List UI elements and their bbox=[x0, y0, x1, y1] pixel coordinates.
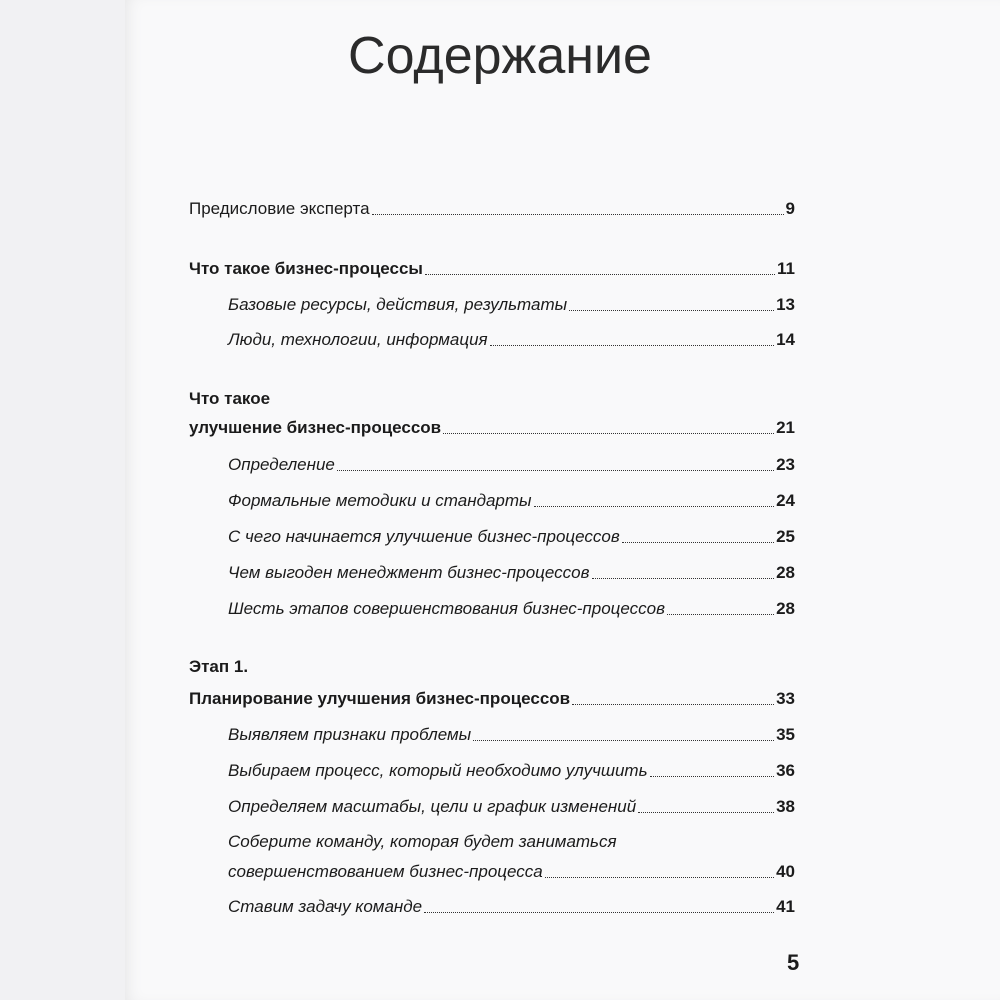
toc-entry-label: Определяем масштабы, цели и график изменений bbox=[228, 797, 637, 816]
toc-entry-label: улучшение бизнес-процессов bbox=[189, 418, 442, 437]
toc-subentry[interactable] bbox=[228, 524, 795, 550]
toc-subentry[interactable] bbox=[228, 327, 795, 353]
toc-entry-label: Люди, технологии, информация bbox=[228, 330, 488, 349]
toc-entry[interactable] bbox=[189, 196, 795, 222]
toc-subentry[interactable] bbox=[228, 560, 795, 586]
dot-leader bbox=[473, 739, 774, 741]
toc-entry-label: Соберите команду, которая будет заниматься bbox=[228, 832, 617, 851]
toc-subentry[interactable] bbox=[228, 596, 795, 622]
dot-leader bbox=[569, 309, 774, 311]
toc-entry-page: 11 bbox=[777, 259, 795, 278]
dot-leader bbox=[490, 344, 774, 346]
toc-entry-label: Формальные методики и стандарты bbox=[228, 491, 532, 510]
toc-subentry[interactable] bbox=[228, 452, 795, 478]
toc-subentry[interactable] bbox=[228, 758, 795, 784]
page-number: 5 bbox=[787, 950, 800, 975]
toc-entry-page: 28 bbox=[776, 563, 795, 582]
dot-leader bbox=[443, 432, 774, 434]
toc-subentry[interactable] bbox=[228, 488, 795, 514]
toc-entry-page: 41 bbox=[776, 897, 795, 916]
dot-leader bbox=[425, 273, 775, 275]
toc-entry-heading-line: Что такое bbox=[189, 389, 271, 408]
toc-entry-label: совершенствованием бизнес-процесса bbox=[228, 862, 543, 881]
toc-stage-heading: Этап 1. bbox=[189, 657, 249, 676]
toc-entry-label: Планирование улучшения бизнес-процессов bbox=[189, 689, 571, 708]
toc-entry-page: 21 bbox=[776, 418, 795, 437]
toc-entry-page: 9 bbox=[785, 199, 795, 218]
toc-entry-label: Предисловие эксперта bbox=[189, 199, 370, 218]
toc-subentry[interactable] bbox=[228, 794, 795, 820]
dot-leader bbox=[667, 613, 774, 615]
toc-entry-label: Выбираем процесс, который необходимо улучшить bbox=[228, 761, 648, 780]
toc-entry-page: 35 bbox=[776, 725, 795, 744]
toc-entry-page: 13 bbox=[776, 295, 795, 314]
toc-entry-page: 28 bbox=[776, 599, 795, 618]
toc-entry-label: С чего начинается улучшение бизнес-процессов bbox=[228, 527, 620, 546]
page-title: Содержание bbox=[348, 27, 652, 85]
dot-leader bbox=[545, 876, 774, 878]
toc-entry-page: 38 bbox=[776, 797, 795, 816]
dot-leader bbox=[592, 577, 775, 579]
dot-leader bbox=[572, 703, 774, 705]
dot-leader bbox=[638, 811, 774, 813]
toc-entry-label: Определение bbox=[228, 455, 335, 474]
toc-entry-label: Выявляем признаки проблемы bbox=[228, 725, 472, 744]
dot-leader bbox=[372, 213, 784, 215]
toc-subentry[interactable] bbox=[228, 859, 795, 885]
toc-entry-page: 40 bbox=[776, 862, 795, 881]
toc-subentry[interactable] bbox=[228, 292, 795, 318]
toc-entry-page: 24 bbox=[776, 491, 795, 510]
toc-entry-page: 23 bbox=[776, 455, 795, 474]
toc-entry-page: 25 bbox=[776, 527, 795, 546]
toc-entry-label: Что такое бизнес-процессы bbox=[189, 259, 423, 278]
toc-subentry[interactable] bbox=[228, 722, 795, 748]
toc-entry-label: Базовые ресурсы, действия, результаты bbox=[228, 295, 568, 314]
toc-entry-page: 33 bbox=[776, 689, 795, 708]
dot-leader bbox=[424, 911, 774, 913]
toc-entry-page: 36 bbox=[776, 761, 795, 780]
toc-subentry[interactable] bbox=[228, 894, 795, 920]
toc-entry[interactable] bbox=[189, 415, 795, 441]
toc-entry[interactable] bbox=[189, 686, 795, 712]
toc-entry-page: 14 bbox=[776, 330, 795, 349]
dot-leader bbox=[534, 505, 775, 507]
toc-entry-label: Чем выгоден менеджмент бизнес-процессов bbox=[228, 563, 590, 582]
toc-entry-label: Ставим задачу команде bbox=[228, 897, 423, 916]
dot-leader bbox=[337, 469, 774, 471]
toc-entry[interactable] bbox=[189, 256, 795, 282]
toc-entry-label: Шесть этапов совершенствования бизнес-процессов bbox=[228, 599, 665, 618]
toc-subentry-line[interactable] bbox=[228, 829, 795, 855]
dot-leader bbox=[622, 541, 774, 543]
dot-leader bbox=[650, 775, 775, 777]
